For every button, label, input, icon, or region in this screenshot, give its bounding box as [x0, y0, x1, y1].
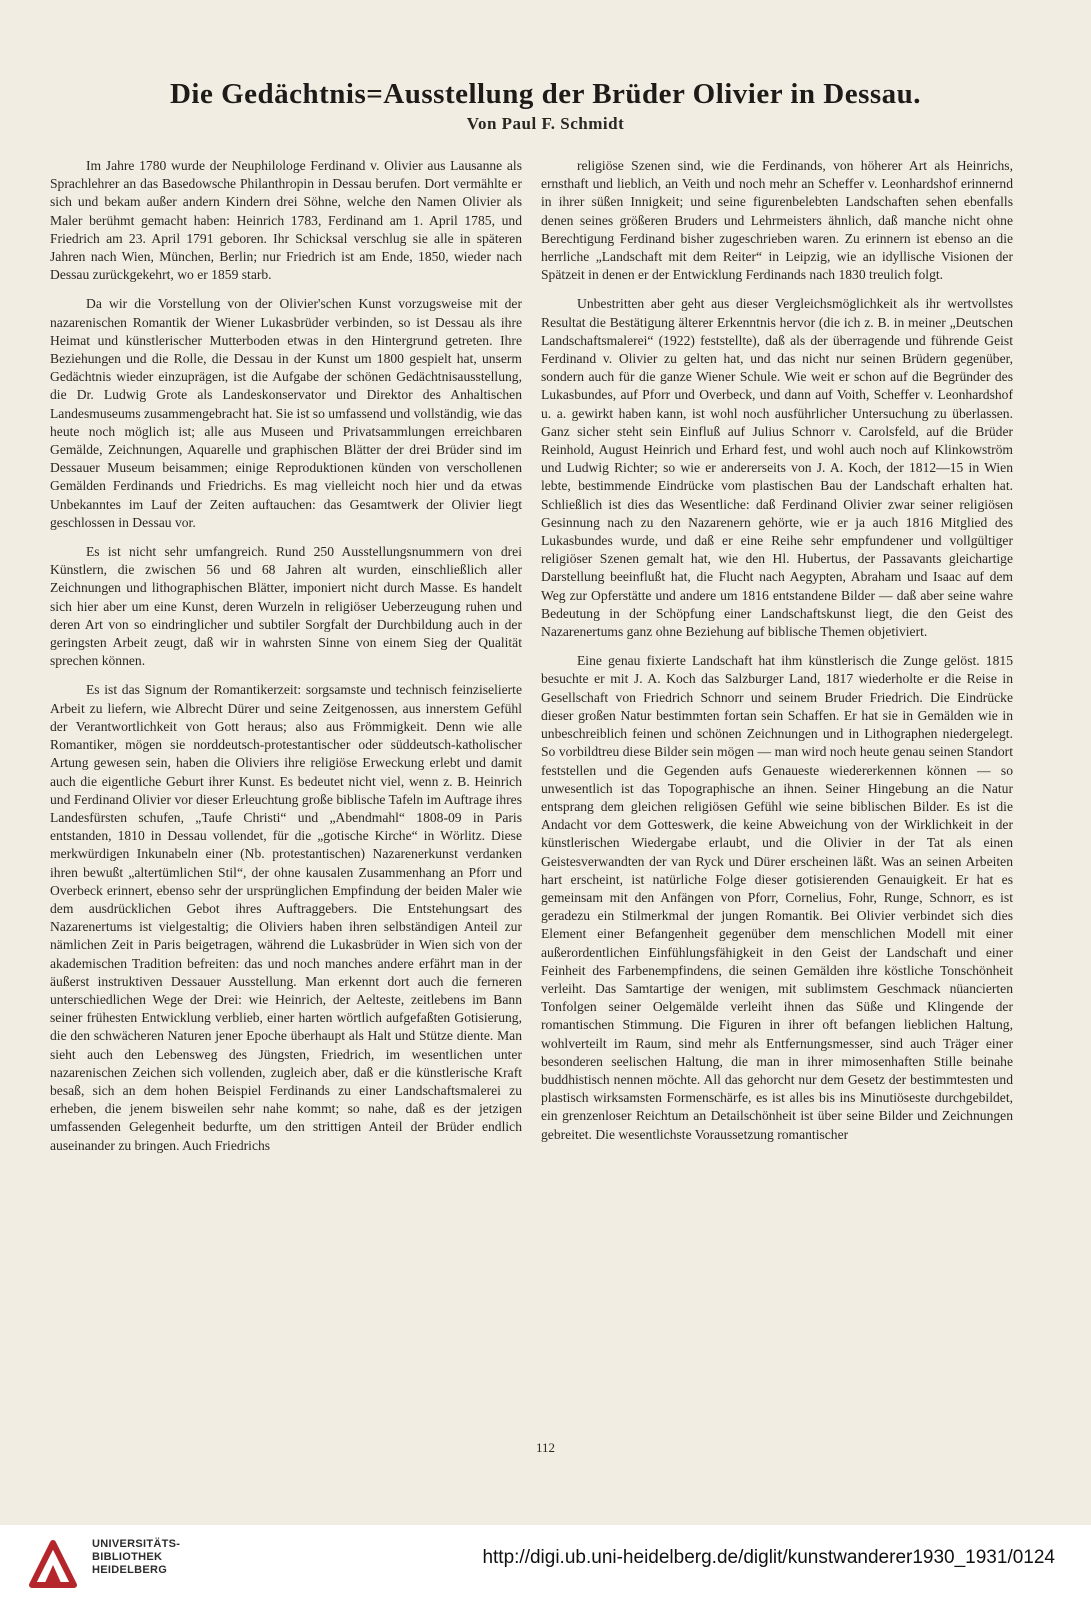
- paragraph: Es ist nicht sehr umfangreich. Rund 250 Ausstellungsnummern von drei Künstlern, die zwischen 56 und 68 Jahren alt wurden, einschließlich aller Zeichnungen und lithographischen Blätter, imponiert nicht durch Masse. Es handelt sich hier aber um eine Kunst, deren Wurzeln in religiöser Ueberzeugung ruhen und deren Art von so eindringlicher und subtiler Sorgfalt der Durchbildung auch in der geringsten Arbeit zeugt, daß wir in wahrsten Sinne von einem Sieg der Qualität sprechen können.: [50, 544, 522, 669]
- source-url-link[interactable]: http://digi.ub.uni-heidelberg.de/diglit/kunstwanderer1930_1931/0124: [482, 1547, 1055, 1568]
- library-name: [92, 1538, 180, 1577]
- paragraph: religiöse Szenen sind, wie die Ferdinands, von höherer Art als Heinrichs, ernsthaft und lieblich, an Veith und noch mehr an Scheffer v. Leonhardshof erinnernd in ihrer süßen Innigkeit; und seine figurenbelebten Landschaften sehen ebenfalls denen seines größeren Bruders und Lehrmeisters ähnlich, daß manche nicht ohne Berechtigung Ferdinand bisher zugeschrieben waren. Zu erinnern ist ebenso an die herrliche „Landschaft mit dem Reiter“ in Leipzig, wie an idyllische Visionen der Spätzeit in denen er der Entwicklung Ferdinands nach 1830 treulich folgt.: [541, 158, 1013, 283]
- paragraph: Es ist das Signum der Romantikerzeit: sorgsamste und technisch feinziselierte Arbeit zu liefern, wie Albrecht Dürer und seine Zeitgenossen, aus innerstem Gefühl der Verantwortlichkeit von Gott heraus; also aus Frömmigkeit. Denn wie alle Romantiker, mögen sie norddeutsch-protestantischer oder süddeutsch-katholischer Artung gewesen sein, haben die Oliviers ihre religiöse Erweckung erlebt und damit auch die eigentliche Geburt ihrer Kunst. Es bedeutet nicht viel, wenn z. B. Heinrich und Ferdinand Olivier vor dieser Erleuchtung große biblische Tafeln im Auftrage ihres Landesfürsten schufen, „Taufe Christi“ und „Abendmahl“ 1808-09 in Paris entstanden, 1810 in Dessau vollendet, für die „gotische Kirche“ in Wörlitz. Diese merkwürdigen Inkunabeln einer (Nb. protestantischen) Nazarenerkunst verdanken ihren bewußt „altertümlichen Stil“, der ohne kausalen Zusammenhang an Pforr und Overbeck erinnert, ebenso sehr der ursprünglichen Empfindung der beiden Maler wie dem ausdrücklichen Gebot ihres Auftraggebers. Die Entstehungsart des Nazarenertums ist vielgestaltig; die Oliviers haben ihren selbständigen Anteil zur nämlichen Zeit in Paris beigetragen, während die Lukasbrüder in Wien sich von der akademischen Tradition befreiten: das und noch manches andere erfährt man in der äußerst instruktiven Dessauer Ausstellung. Man erkennt dort auch die ferneren unterschiedlichen Wege der Drei: wie Heinrich, der Aelteste, zeitlebens im Bann seiner frühesten Entwicklung verblieb, einer harten wörtlich aufgefaßten Gotisierung, die den schwächeren Naturen jener Epoche überhaupt als Halt und Stütze diente. Man sieht auch den Lebensweg des Jüngsten, Friedrich, im wesentlichen unter nazarenischen Zeichen sich vollenden, zugleich aber, daß er die künstlerische Kraft besaß, sich an dem hohen Beispiel Ferdinands zu einer Landschaftsmalerei zu erheben, die jenem bisweilen sehr nahe kommt; so nahe, daß es der jetzigen umfassenden Gelegenheit bedurfte, um den strittigen Anteil der Brüder endlich auseinander zu bringen. Auch Friedrichs: [50, 682, 522, 1153]
- library-name-line: HEIDELBERG: [92, 1564, 168, 1576]
- right-column: [541, 157, 1013, 1155]
- page-number: 112: [535, 1440, 556, 1455]
- article-title: Die Gedächtnis=Ausstellung der Brüder Olivier in Dessau.: [169, 78, 922, 110]
- university-library-logo-icon: [24, 1535, 82, 1593]
- library-name-line: BIBLIOTHEK: [92, 1551, 163, 1563]
- library-name-line: UNIVERSITÄTS-: [92, 1538, 181, 1550]
- paragraph: Eine genau fixierte Landschaft hat ihm künstlerisch die Zunge gelöst. 1815 besuchte er mit J. A. Koch das Salzburger Land, 1817 wiederholte er die Reise in Gesellschaft von Friedrich Schnorr und seinem Bruder Friedrich. Die Eindrücke dieser großen Natur bestimmten fortan sein Schaffen. Er hat sie in Gemälden wie in unbeschreiblich feinen und schönen Zeichnungen und in Lithographen niedergelegt. So vorbildtreu diese Bilder sein mögen — man wird noch heute genau seinen Standort feststellen und die Gegenden aufs Genaueste wiedererkennen können — so unwesentlich ist das Topographische an ihnen. Seiner Hingebung an die Natur entsprang dem gleichen religiösen Gefühl wie seine biblischen Bilder. Es ist die Andacht vor dem Gotteswerk, die keine Abweichung von der Wirklichkeit in der künstlerischen Wiedergabe erlaubt, und die Olivier in der Tat als einen Geistesverwandten der van Ryck und Dürer erscheinen läßt. Was an seinen Arbeiten hart erscheint, ist natürliche Folge dieser gotisierenden Genauigkeit. Er hat es gemeinsam mit den Anfängen von Pforr, Cornelius, Fohr, Runge, Schnorr, es ist geradezu ein Stilmerkmal der jungen Romantik. Bei Olivier verbindet sich dies Element einer Befangenheit gegenüber dem menschlichen Modell mit einer außerordentlichen Einfühlungsfähigkeit in den Geist der Landschaft und einer Feinheit des Farbenempfindens, die seinen Gemälden ihre köstliche Tonschönheit verleiht. Das Samtartige der wenigen, mit sublimstem Geschmack nüancierten Tonfolgen seiner Oelgemälde verleiht ihnen das Süße und Klingende der romantischen Stimmung. Die Figuren in ihrer oft befangen lieblichen Haltung, wohlverteilt im Raum, sind mehr als Entfernungsmesser, sind auch Träger einer besonderen seelischen Haltung, die man in ihrer mimosenhaften Stille beinahe buddhistisch nennen möchte. All das gehorcht nur dem Gesetz der bestimmtesten und plastisch wirksamsten Formenschärfe, es ist alles bis ins Minutiöseste durchgebildet, ein grenzenloser Reichtum an Detailschönheit ist über seine Bilder und Zeichnungen gebreitet. Die wesentlichste Voraussetzung romantischer: [541, 653, 1013, 1142]
- paragraph: Da wir die Vorstellung von der Olivier'schen Kunst vorzugsweise mit der nazarenischen Romantik der Wiener Lukasbrüder verbinden, so ist Dessau als ihre Heimat und künstlerischer Mutterboden etwas in den Hintergrund getreten. Ihre Beziehungen und die Rolle, die Dessau in der Kunst um 1800 gespielt hat, unserm Gedächtnis wieder einzuprägen, ist die Aufgabe der schönen Gedächtnisausstellung, die Dr. Ludwig Grote als Landeskonservator und Direktor des Anhaltischen Landesmuseums zusammengebracht hat. Sie ist so umfassend und vollständig, wie das heute noch möglich ist; alle aus Museen und Privatsammlungen erreichbaren Gemälde, Zeichnungen, Aquarelle und graphischen Blätter der drei Brüder sind im Dessauer Museum beisammen; einige Reproduktionen künden von verschollenen Gemälden Ferdinands und Friedrichs. Es mag vielleicht noch hier und da etwas Unbekanntes im Lauf der Zeiten auftauchen: das Gesamtwerk der Olivier liegt geschlossen in Dessau vor.: [50, 296, 522, 530]
- article-byline: Von Paul F. Schmidt: [466, 114, 625, 133]
- left-column: [50, 157, 522, 1166]
- paragraph: Unbestritten aber geht aus dieser Vergleichsmöglichkeit als ihr wertvollstes Resultat die Bestätigung älterer Erkenntnis hervor (die ich z. B. in meiner „Deutschen Landschaftsmalerei“ (1922) feststellte), daß als der überragende und führende Geist Ferdinand v. Olivier zu gelten hat, und das nicht nur seinen Brüdern gegenüber, sondern auch für die ganze Wiener Schule. Wie weit er schon auf die Begründer des Lukasbundes, auf Pforr und Overbeck, und dann auf Voith, Scheffer v. Leonhardshof u. a. gewirkt haben kann, ist wohl noch ausführlicher Untersuchung zu überlassen. Ganz sicher steht sein Einfluß auf Julius Schnorr v. Carolsfeld, auf die Brüder Reinhold, August Heinrich und Erhard fest, und wohl auch noch auf Klinkowström und Ludwig Richter; so wie er andererseits von J. A. Koch, der 1812—15 in Wien lebte, bestimmende Eindrücke vom plastischen Bau der Landschaft erhalten hat. Schließlich ist dies das Wesentliche: daß Ferdinand Olivier zwar seiner religiösen Gesinnung nach zu den Nazarenern gehörte, wie er ja auch 1816 Mitglied des Lukasbundes wurde, und daß er eine Reihe sehr empfundener und vollgültiger religiöser Szenen gemalt hat, wie den Hl. Hubertus, der Passavants gleichartige Darstellung beeinflußt hat, die Flucht nach Aegypten, Abraham und Isaac auf dem Weg zur Opferstätte und andere um 1816 entstandene Bilder — daß aber seine wahre Bedeutung in der Schöpfung einer Landschaftskunst liegt, die den Geist des Nazarenertums ganz ohne Beziehung auf biblische Themen objetiviert.: [541, 296, 1013, 640]
- footer-bar: [0, 1525, 1091, 1600]
- paragraph: Im Jahre 1780 wurde der Neuphilologe Ferdinand v. Olivier aus Lausanne als Sprachlehrer an das Basedowsche Philanthropin in Dessau berufen. Dort vermählte er sich und bekam außer andern Kindern drei Söhne, welche den Namen Olivier als Maler berühmt gemacht haben: Heinrich 1783, Ferdinand am 1. April 1785, und Friedrich am 23. April 1791 geboren. Ihr Schicksal verschlug sie alle in späteren Jahren nach Wien, München, Berlin; nur Friedrich ist am Ende, 1850, wieder nach Dessau zurückgekehrt, wo er 1859 starb.: [50, 158, 522, 283]
